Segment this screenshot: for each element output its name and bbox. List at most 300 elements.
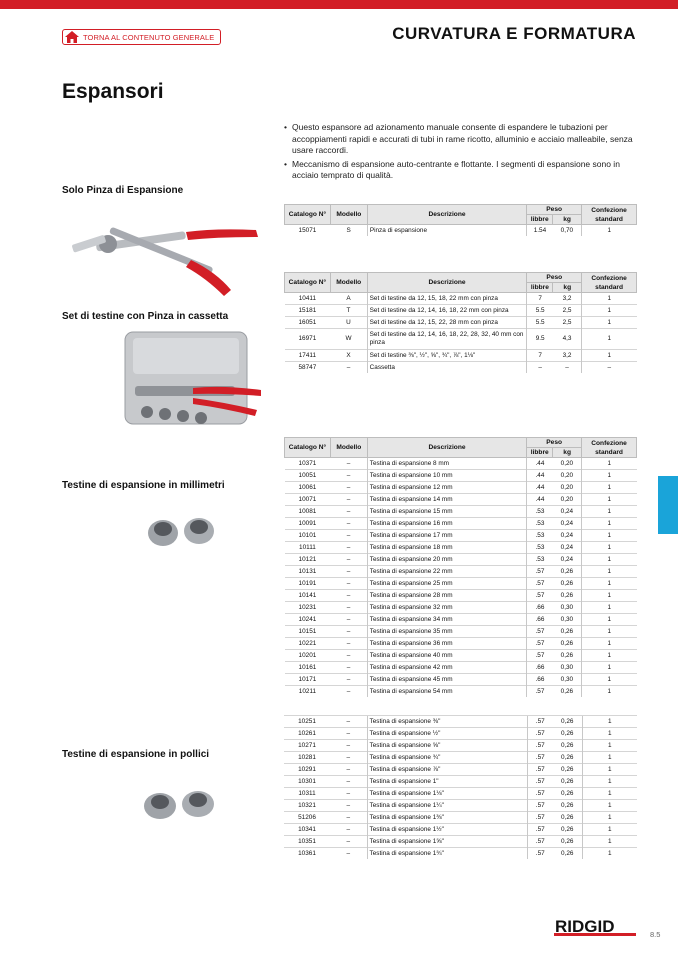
pack-qty: 1	[582, 329, 637, 350]
model: –	[330, 650, 367, 662]
back-label: TORNA AL CONTENUTO GENERALE	[83, 32, 215, 42]
description: Testina di espansione 25 mm	[367, 578, 526, 590]
section-label-set: Set di testine con Pinza in cassetta	[62, 311, 229, 322]
weight-kg: 0,30	[553, 602, 582, 614]
pack-qty: 1	[582, 686, 637, 698]
weight-kg: 3,2	[553, 350, 582, 362]
weight-kg: –	[553, 362, 582, 374]
table-row	[285, 518, 637, 530]
model: –	[330, 848, 367, 860]
model: –	[330, 674, 367, 686]
section-label-pinza: Solo Pinza di Espansione	[62, 185, 184, 196]
description: Testina di espansione 17 mm	[367, 530, 526, 542]
weight-lb: .57	[527, 764, 553, 776]
col-descrizione: Descrizione	[367, 205, 526, 225]
weight-kg: 0,20	[553, 458, 582, 470]
description: Testina di espansione 1¾"	[367, 848, 527, 860]
catalog-number: 10051	[285, 470, 331, 482]
weight-lb: .57	[527, 650, 553, 662]
catalog-number: 16051	[285, 317, 331, 329]
col-modello: Modello	[330, 438, 367, 458]
catalog-number: 10091	[285, 518, 331, 530]
weight-kg: 0,30	[553, 614, 582, 626]
description: Testina di espansione 1½"	[367, 824, 527, 836]
catalog-number: 15071	[285, 225, 331, 237]
catalog-number: 10251	[284, 716, 330, 728]
pack-qty: 1	[582, 764, 637, 776]
weight-lb: .57	[527, 752, 553, 764]
col-libbre: libbre	[527, 215, 553, 225]
catalog-number: 10311	[284, 788, 330, 800]
pack-qty: –	[582, 362, 637, 374]
pack-qty: 1	[582, 305, 637, 317]
weight-kg: 0,26	[553, 776, 582, 788]
pack-qty: 1	[582, 470, 637, 482]
pack-qty: 1	[582, 752, 637, 764]
catalog-number: 58747	[285, 362, 331, 374]
catalog-number: 10261	[284, 728, 330, 740]
pack-qty: 1	[582, 458, 637, 470]
catalog-number: 15181	[285, 305, 331, 317]
weight-lb: .57	[527, 836, 553, 848]
weight-kg: 2,5	[553, 317, 582, 329]
section-label-mm: Testine di espansione in millimetri	[62, 480, 225, 491]
pack-qty: 1	[582, 728, 637, 740]
table-row	[284, 752, 637, 764]
table-row	[285, 626, 637, 638]
pack-qty: 1	[582, 566, 637, 578]
weight-lb: .57	[527, 800, 553, 812]
table-row	[285, 686, 637, 698]
weight-kg: 0,24	[553, 542, 582, 554]
col-peso: Peso	[527, 273, 582, 283]
catalog-number: 10231	[285, 602, 331, 614]
description: Pinza di espansione	[367, 225, 526, 237]
description: Cassetta	[367, 362, 527, 374]
model: W	[330, 329, 367, 350]
model: –	[330, 740, 367, 752]
catalog-number: 10171	[285, 674, 331, 686]
weight-kg: 0,26	[553, 650, 582, 662]
section-label-inch: Testine di espansione in pollici	[62, 749, 210, 760]
ridgid-logo	[554, 916, 636, 938]
catalog-number: 10111	[285, 542, 331, 554]
feature-bullets	[284, 122, 636, 184]
catalog-number: 10121	[285, 554, 331, 566]
pack-qty: 1	[582, 848, 637, 860]
back-to-contents-button[interactable]	[62, 29, 221, 45]
weight-kg: 0,26	[553, 788, 582, 800]
model: –	[330, 482, 367, 494]
catalog-number: 10301	[284, 776, 330, 788]
pack-qty: 1	[582, 350, 637, 362]
catalog-number: 10351	[284, 836, 330, 848]
table-set	[284, 272, 637, 373]
col-modello: Modello	[330, 273, 367, 293]
description: Testina di espansione 40 mm	[367, 650, 526, 662]
weight-kg: 0,26	[553, 638, 582, 650]
catalog-number: 10241	[285, 614, 331, 626]
model: –	[330, 578, 367, 590]
weight-kg: 0,24	[553, 554, 582, 566]
weight-kg: 0,30	[553, 674, 582, 686]
weight-lb: .53	[527, 554, 553, 566]
description: Testina di espansione 16 mm	[367, 518, 526, 530]
description: Testina di espansione 1¼"	[367, 800, 527, 812]
table-mm	[284, 437, 637, 697]
catalog-number: 10191	[285, 578, 331, 590]
pack-qty: 1	[582, 530, 637, 542]
weight-kg: 0,30	[553, 662, 582, 674]
col-descrizione: Descrizione	[367, 273, 527, 293]
weight-lb: .53	[527, 542, 553, 554]
description: Set di testine da 12, 14, 16, 18, 22, 28, 32, 40 mm con pinza	[367, 329, 527, 350]
table-row	[285, 458, 637, 470]
weight-lb: .57	[527, 728, 553, 740]
page-title: Espansori	[62, 80, 164, 103]
catalog-number: 10131	[285, 566, 331, 578]
pack-qty: 1	[582, 836, 637, 848]
weight-lb: .53	[527, 506, 553, 518]
weight-lb: 7	[527, 350, 553, 362]
description: Testina di espansione 1⅛"	[367, 788, 527, 800]
description: Set di testine da 12, 15, 18, 22 mm con pinza	[367, 293, 527, 305]
model: U	[330, 317, 367, 329]
table-row	[284, 824, 637, 836]
expander-case-image	[123, 330, 263, 430]
weight-lb: .57	[527, 626, 553, 638]
weight-lb: .44	[527, 494, 553, 506]
table-row	[285, 566, 637, 578]
weight-lb: .44	[527, 482, 553, 494]
catalog-number: 10071	[285, 494, 331, 506]
description: Testina di espansione 36 mm	[367, 638, 526, 650]
weight-lb: 9.5	[527, 329, 553, 350]
model: –	[330, 716, 367, 728]
description: Testina di espansione ⅝"	[367, 740, 527, 752]
weight-kg: 0,26	[553, 716, 582, 728]
pack-qty: 1	[582, 293, 637, 305]
weight-lb: .66	[527, 662, 553, 674]
description: Testina di espansione ⅜"	[367, 716, 527, 728]
col-kg: kg	[553, 283, 582, 293]
description: Testina di espansione 14 mm	[367, 494, 526, 506]
metric-heads-image	[145, 509, 220, 551]
model: –	[330, 530, 367, 542]
model: –	[330, 638, 367, 650]
pack-qty: 1	[582, 518, 637, 530]
table-row	[284, 728, 637, 740]
weight-lb: .53	[527, 530, 553, 542]
catalog-number: 51206	[284, 812, 330, 824]
pack-qty: 1	[582, 776, 637, 788]
weight-lb: .44	[527, 458, 553, 470]
weight-lb: .57	[527, 776, 553, 788]
weight-lb: .57	[527, 848, 553, 860]
model: –	[330, 836, 367, 848]
description: Testina di espansione 35 mm	[367, 626, 526, 638]
model: –	[330, 728, 367, 740]
description: Testina di espansione 18 mm	[367, 542, 526, 554]
pack-qty: 1	[582, 740, 637, 752]
table-row	[284, 848, 637, 860]
catalog-number: 10361	[284, 848, 330, 860]
weight-kg: 0,26	[553, 590, 582, 602]
weight-lb: .53	[527, 518, 553, 530]
description: Testina di espansione 22 mm	[367, 566, 526, 578]
table-row	[285, 506, 637, 518]
table-row	[285, 614, 637, 626]
weight-kg: 0,26	[553, 566, 582, 578]
description: Testina di espansione 20 mm	[367, 554, 526, 566]
table-row	[284, 836, 637, 848]
model: T	[330, 305, 367, 317]
col-peso: Peso	[527, 205, 582, 215]
weight-lb: 5.5	[527, 305, 553, 317]
table-row	[285, 362, 637, 374]
weight-lb: .57	[527, 812, 553, 824]
table-row	[284, 740, 637, 752]
weight-lb: .57	[527, 824, 553, 836]
weight-lb: .57	[527, 638, 553, 650]
table-row	[285, 662, 637, 674]
description: Testina di espansione 10 mm	[367, 470, 526, 482]
home-icon	[65, 31, 79, 43]
description: Set di testine ⅜", ½", ⅝", ¾", ⅞", 1⅛"	[367, 350, 527, 362]
description: Testina di espansione 1⅝"	[367, 836, 527, 848]
catalog-number: 10321	[284, 800, 330, 812]
table-row	[285, 542, 637, 554]
logo-text: RIDGID	[555, 917, 615, 936]
expander-pliers-image	[66, 210, 266, 305]
table-row	[284, 788, 637, 800]
weight-kg: 0,26	[553, 728, 582, 740]
model: –	[330, 458, 367, 470]
weight-kg: 0,24	[553, 518, 582, 530]
table-row	[285, 482, 637, 494]
pack-qty: 1	[582, 788, 637, 800]
model: X	[330, 350, 367, 362]
weight-lb: .57	[527, 788, 553, 800]
pack-qty: 1	[582, 824, 637, 836]
model: S	[330, 225, 367, 237]
bullet-item: • Questo espansore ad azionamento manuale consente di espandere le tubazioni per accoppiamenti rapidi e accurati di tubi in rame ricotto, alluminio e acciaio malleabile, senza usare raccordi.	[284, 122, 636, 157]
pack-qty: 1	[582, 812, 637, 824]
model: –	[330, 764, 367, 776]
catalog-number: 10411	[285, 293, 331, 305]
catalog-number: 10291	[284, 764, 330, 776]
model: –	[330, 542, 367, 554]
weight-kg: 2,5	[553, 305, 582, 317]
description: Testina di espansione 15 mm	[367, 506, 526, 518]
table-row	[285, 650, 637, 662]
weight-kg: 0,24	[553, 530, 582, 542]
col-libbre: libbre	[527, 448, 553, 458]
weight-kg: 0,26	[553, 740, 582, 752]
pack-qty: 1	[582, 800, 637, 812]
page-number: 8.5	[650, 930, 661, 939]
model: –	[330, 362, 367, 374]
model: –	[330, 614, 367, 626]
col-confezione: Confezione standard	[582, 273, 637, 293]
weight-lb: .57	[527, 686, 553, 698]
col-kg: kg	[553, 448, 582, 458]
table-row	[284, 776, 637, 788]
model: –	[330, 752, 367, 764]
weight-kg: 0,26	[553, 686, 582, 698]
weight-kg: 0,20	[553, 470, 582, 482]
weight-kg: 0,70	[553, 225, 582, 237]
catalog-number: 10271	[284, 740, 330, 752]
pack-qty: 1	[582, 638, 637, 650]
table-row	[285, 350, 637, 362]
description: Testina di espansione 42 mm	[367, 662, 526, 674]
catalog-number: 17411	[285, 350, 331, 362]
description: Testina di espansione 8 mm	[367, 458, 526, 470]
catalog-number: 10161	[285, 662, 331, 674]
col-kg: kg	[553, 215, 582, 225]
model: –	[330, 812, 367, 824]
weight-lb: 7	[527, 293, 553, 305]
model: –	[330, 800, 367, 812]
description: Testina di espansione 28 mm	[367, 590, 526, 602]
description: Set di testine da 12, 15, 22, 28 mm con pinza	[367, 317, 527, 329]
pack-qty: 1	[582, 614, 637, 626]
description: Testina di espansione ½"	[367, 728, 527, 740]
table-row	[284, 716, 637, 728]
model: –	[330, 554, 367, 566]
weight-kg: 0,26	[553, 800, 582, 812]
bullet-item: • Meccanismo di espansione auto-centrante e flottante. I segmenti di espansione sono in acciaio temprato di qualità.	[284, 159, 636, 182]
weight-lb: .57	[527, 590, 553, 602]
pack-qty: 1	[582, 650, 637, 662]
catalog-number: 16971	[285, 329, 331, 350]
catalog-number: 10211	[285, 686, 331, 698]
pack-qty: 1	[582, 482, 637, 494]
pack-qty: 1	[582, 506, 637, 518]
catalog-number: 10221	[285, 638, 331, 650]
weight-kg: 0,24	[553, 506, 582, 518]
catalog-number: 10341	[284, 824, 330, 836]
table-row	[285, 293, 637, 305]
weight-lb: .44	[527, 470, 553, 482]
description: Testina di espansione 32 mm	[367, 602, 526, 614]
weight-kg: 0,26	[553, 848, 582, 860]
table-row	[285, 530, 637, 542]
col-catalogo: Catalogo N°	[285, 205, 331, 225]
table-pinza	[284, 204, 637, 236]
model: –	[330, 602, 367, 614]
table-row	[285, 602, 637, 614]
description: Testina di espansione 1⅜"	[367, 812, 527, 824]
weight-kg: 0,20	[553, 494, 582, 506]
pack-qty: 1	[582, 716, 637, 728]
pack-qty: 1	[582, 542, 637, 554]
model: –	[330, 494, 367, 506]
weight-kg: 3,2	[553, 293, 582, 305]
table-row	[285, 329, 637, 350]
table-row	[285, 674, 637, 686]
catalog-number: 10141	[285, 590, 331, 602]
catalog-number: 10371	[285, 458, 331, 470]
catalog-number: 10201	[285, 650, 331, 662]
weight-kg: 0,26	[553, 578, 582, 590]
description: Testina di espansione 54 mm	[367, 686, 526, 698]
pack-qty: 1	[582, 626, 637, 638]
table-row	[284, 812, 637, 824]
description: Testina di espansione ¾"	[367, 752, 527, 764]
weight-kg: 4,3	[553, 329, 582, 350]
table-row	[285, 494, 637, 506]
model: –	[330, 776, 367, 788]
table-row	[285, 305, 637, 317]
catalog-number: 10081	[285, 506, 331, 518]
table-row	[285, 578, 637, 590]
catalog-number: 10101	[285, 530, 331, 542]
pack-qty: 1	[582, 494, 637, 506]
chapter-tab[interactable]	[658, 476, 678, 534]
pack-qty: 1	[582, 590, 637, 602]
description: Testina di espansione 12 mm	[367, 482, 526, 494]
weight-lb: .57	[527, 716, 553, 728]
inch-heads-image	[140, 782, 220, 824]
description: Testina di espansione ⅞"	[367, 764, 527, 776]
pack-qty: 1	[582, 225, 637, 237]
top-accent-bar	[0, 0, 678, 9]
table-row	[285, 638, 637, 650]
weight-lb: .66	[527, 602, 553, 614]
description: Testina di espansione 34 mm	[367, 614, 526, 626]
pack-qty: 1	[582, 578, 637, 590]
table-row	[285, 317, 637, 329]
pack-qty: 1	[582, 554, 637, 566]
col-libbre: libbre	[527, 283, 553, 293]
model: –	[330, 662, 367, 674]
weight-kg: 0,26	[553, 752, 582, 764]
catalog-number: 10061	[285, 482, 331, 494]
description: Testina di espansione 45 mm	[367, 674, 526, 686]
model: –	[330, 824, 367, 836]
col-confezione: Confezione standard	[582, 438, 637, 458]
weight-lb: .57	[527, 566, 553, 578]
weight-kg: 0,26	[553, 764, 582, 776]
col-confezione: Confezione standard	[582, 205, 637, 225]
table-row	[285, 590, 637, 602]
table-inch	[284, 715, 637, 859]
weight-kg: 0,26	[553, 836, 582, 848]
catalog-number: 10151	[285, 626, 331, 638]
table-row	[285, 225, 637, 237]
model: –	[330, 506, 367, 518]
model: –	[330, 518, 367, 530]
weight-lb: .57	[527, 578, 553, 590]
weight-lb: .57	[527, 740, 553, 752]
weight-kg: 0,26	[553, 626, 582, 638]
weight-lb: –	[527, 362, 553, 374]
weight-lb: .66	[527, 614, 553, 626]
col-descrizione: Descrizione	[367, 438, 526, 458]
weight-kg: 0,26	[553, 812, 582, 824]
weight-lb: .66	[527, 674, 553, 686]
col-catalogo: Catalogo N°	[285, 438, 331, 458]
weight-kg: 0,26	[553, 824, 582, 836]
pack-qty: 1	[582, 662, 637, 674]
pack-qty: 1	[582, 602, 637, 614]
col-modello: Modello	[330, 205, 367, 225]
model: –	[330, 686, 367, 698]
pack-qty: 1	[582, 317, 637, 329]
col-peso: Peso	[527, 438, 582, 448]
